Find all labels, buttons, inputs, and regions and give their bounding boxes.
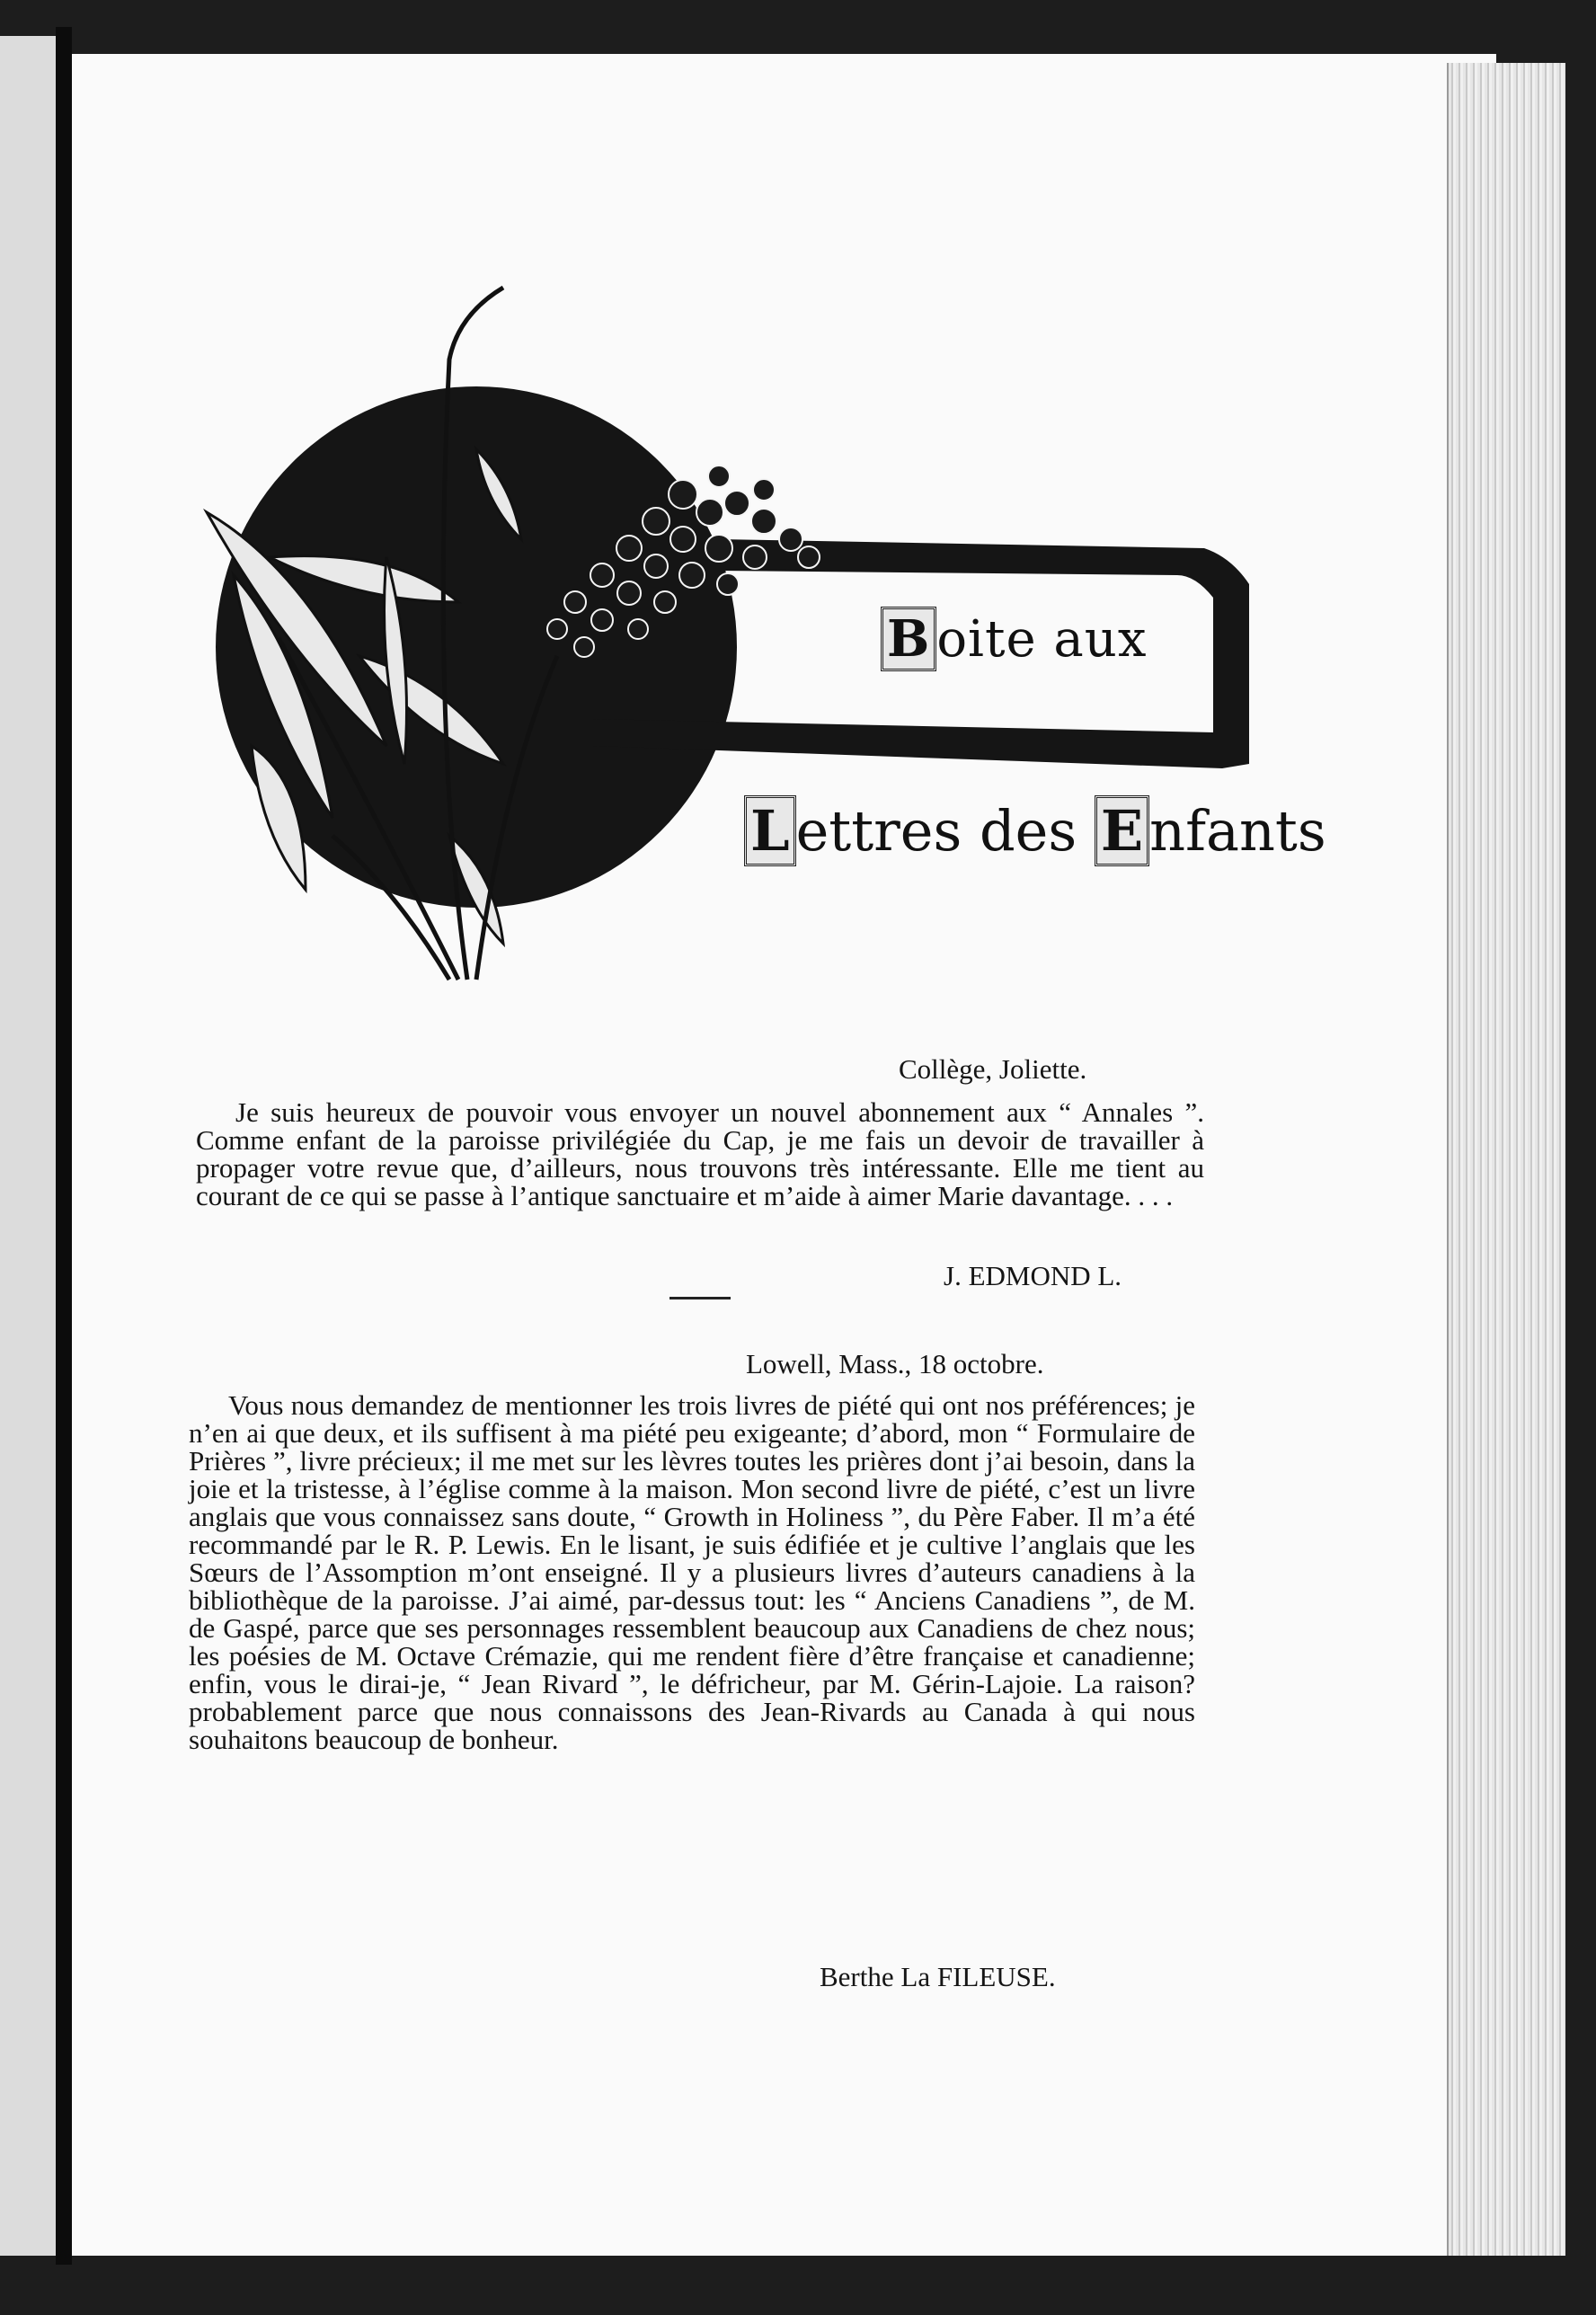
letter-2-signature: Berthe La FILEUSE. [820,1961,1056,1992]
header-subtitle [744,795,1326,866]
letter-2-body: Vous nous demandez de mentionner les trois livres de piété qui ont nos préférences; je n’en ai que deux, et ils suffisent à ma piété peu exigeante; d’abord, mon “ Formulaire de Prières ”, livre précieux; il me met sur les lèvres toutes les prières dont j’ai besoin, dans la joie et la tristesse, à l’église comme à la maison. Mon second livre de piété, c’est un livre anglais que vous connaissez sans doute, “ Growth in Holiness ”, du Père Faber. Il m’a été recommandé par le R. P. Lewis. En le lisant, je suis édifiée et je cultive l’anglais que les Sœurs de l’Assomption m’ont enseigné. Il y a plusieurs livres d’auteurs canadiens à la bibliothèque de la paroisse. J’ai aimé, par-dessus tout: les “ Anciens Canadiens ”, de M. de Gaspé, parce que ses personnages ressemblent beaucoup aux Canadiens de chez nous; les poésies de M. Octave Crémazie, qui me rendent fière d’être française et canadienne; enfin, vous le dirai-je, “ Jean Rivard ”, le défricheur, par M. Gérin-Lajoie. La raison? probablement parce que nous connaissons des Jean-Rivards au Canada à qui nous souhaitons beaucoup de bonheur. [189,1389,1195,1755]
subtitle-initial-l: L [744,795,796,866]
subtitle-initial-e: E [1095,795,1149,866]
page-stack-edge [1447,63,1565,2256]
title-initial: B [881,607,936,671]
facing-page-edge [0,36,56,2256]
letter-1 [196,1098,1204,1210]
section-divider [669,1297,731,1299]
header-title [881,607,1147,671]
subtitle-mid: ettres des [795,798,1095,864]
letter-1-place: Collège, Joliette. [899,1053,1087,1085]
title-rest: oite aux [936,610,1148,669]
letter-2-place: Lowell, Mass., 18 octobre. [746,1348,1044,1379]
letter-1-signature: J. EDMOND L. [944,1260,1122,1291]
book-gutter [56,27,72,2265]
subtitle-rest: nfants [1149,798,1326,864]
letter-1-body: Je suis heureux de pouvoir vous envoyer un nouvel abonnement aux “ Annales ”. Comme enfant de la paroisse privilégiée du Cap, je me fais un devoir de travailler à propager votre revue que, d’ailleurs, nous trouvons très intéressante. Elle me tient au courant de ce qui se passe à l’antique sanctuaire et m’aide à aimer Marie davantage. . . . [196,1096,1204,1211]
letter-2 [189,1391,1195,1753]
